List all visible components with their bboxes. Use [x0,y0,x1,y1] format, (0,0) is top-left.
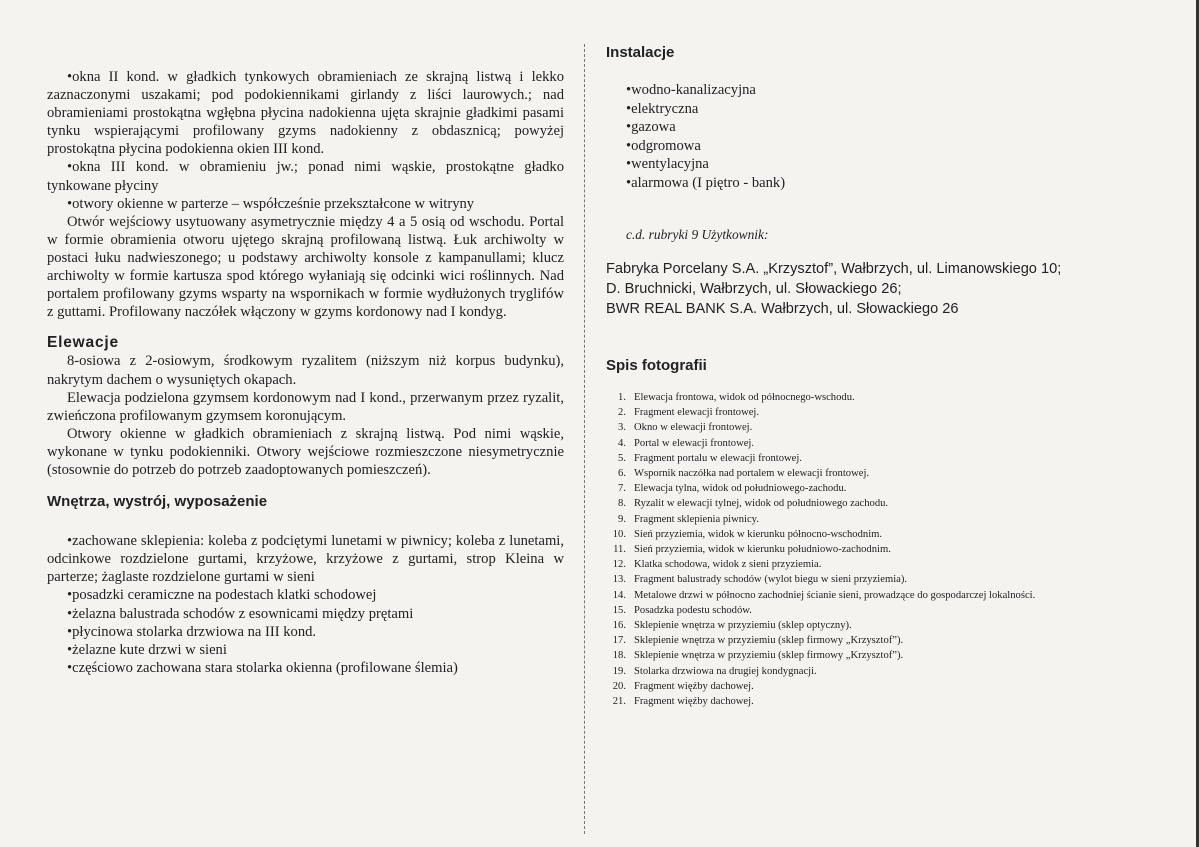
cd-note: c.d. rubryki 9 Użytkownik: [626,227,769,242]
photo-item: 1. Elewacja frontowa, widok od północnego-wschodu. [618,392,855,403]
instalacje-item: •elektryczna [626,100,699,117]
photo-item: 5. Fragment portalu w elewacji frontowej. [618,452,802,464]
photo-item: 11. Sień przyziemia, widok w kierunku południowo-zachodnim. [613,544,891,556]
owner-line: BWR REAL BANK S.A. Wałbrzych, ul. Słowackiego 26 [606,301,959,317]
photo-item: 16. Sklepienie wnętrza w przyziemiu (sklep optyczny). [612,620,852,632]
wnetrza-item: •żelazne kute drzwi w sieni [67,641,227,658]
instalacje-item: •gazowa [626,119,676,135]
photo-item: 4. Portal w elewacji frontowej. [618,437,755,449]
photo-item: 9. Fragment sklepienia piwnicy. [618,513,759,525]
intro-paragraph: Otwór wejściowy usytuowany asymetrycznie między 4 a 5 osią od wschodu. Portal w formie obramienia otworu ujętego skrajną profilowaną listwą. Łuk archiwolty w postaci łuku nadwieszonego; u podstawy archiwolty konsole z kampanullami; klucz archiwolty w formie kartusza spod którego wyłaniają się odcinki wici roślinnych. Nad portalem profilowany gzyms wsparty na wspornikach w formie wydłużonych tryglifów z guttami. Profilowany naczółek włączony w gzyms kordonowy nad I kondyg. [47,213,564,321]
elewacje-paragraph: 8-osiowa z 2-osiowym, środkowym ryzalitem (niższym niż korpus budynku), nakrytym dachem o wysuniętych okapach. [47,353,564,388]
photo-item: 12. Klatka schodowa, widok z sieni przyziemia. [612,559,822,571]
instalacje-list [606,81,1146,192]
right-column [606,44,1146,709]
photo-item: 13. Fragment balustrady schodów (wylot biegu w sieni przyziemia). [612,574,908,586]
intro-paragraph: •okna III kond. w obramieniu jw.; ponad nimi wąskie, prostokątne gładko tynkowane płyciny [47,159,564,194]
photo-item: 17. Sklepienie wnętrza w przyziemiu (sklep firmowy „Krzysztof”). [612,635,904,647]
wnetrza-paragraph: •zachowane sklepienia: koleba z podciętymi lunetami w piwnicy; koleba z lunetami, odcinkowe rozdzielone gurtami, krzyżowe, krzyżowe z gurtami, strop Kleina w parterze; żaglaste rozdzielone gurtami w sieni [47,533,564,586]
photo-item: 2. Fragment elewacji frontowej. [618,407,760,419]
photo-item: 20. Fragment więźby dachowej. [612,680,754,692]
owner-line: Fabryka Porcelany S.A. „Krzysztof”, Wałbrzych, ul. Limanowskiego 10; [606,261,1062,277]
photo-item: 21. Fragment więźby dachowej. [612,696,754,708]
wnetrza-item: •częściowo zachowana stara stolarka okienna (profilowane ślemia) [67,659,458,676]
photo-item: 19. Stolarka drzwiowa na drugiej kondygnacji. [612,665,817,677]
intro-paragraph: •okna II kond. w gładkich tynkowych obramieniach ze skrajną listwą i lekko zaznaczonymi uszakami; pod podokiennikami girlandy z liści laurowych.; nad obramieniami prostokątna wgłębna płycina nadokienna ujęta skrajnie gładkimi pasami tynku wspierającymi profilowany gzyms nadokienny z obdasznicą; powyżej prostokątna płycina podokienna okien III kond. [47,69,564,158]
column-divider [584,44,585,834]
wnetrza-item: •posadzki ceramiczne na podestach klatki schodowej [67,587,377,604]
instalacje-item: •alarmowa (I piętro - bank) [626,174,786,191]
instalacje-heading: Instalacje [606,44,675,61]
elewacje-paragraph: Elewacja podzielona gzymsem kordonowym nad I kond., przerwanym przez ryzalit, zwieńczona profilowanym gzymsem koronującym. [47,389,564,424]
owner-line: D. Bruchnicki, Wałbrzych, ul. Słowackiego 26; [606,281,902,297]
instalacje-item: •odgromowa [626,137,701,154]
wnetrza-heading: Wnętrza, wystrój, wyposażenie [47,493,268,511]
owners-block [606,259,1146,319]
wnetrza-item: •płycinowa stolarka drzwiowa na III kond. [67,623,317,640]
wnetrza-item: •żelazna balustrada schodów z esownicami między prętami [67,605,414,622]
photo-item: 14. Metalowe drzwi w północno zachodniej ścianie sieni, prowadzące do gospodarczej lokalności. [612,589,1036,601]
photo-item: 10. Sień przyziemia, widok w kierunku północno-wschodnim. [612,528,883,540]
elewacje-paragraph: Otwory okienne w gładkich obramieniach z skrajną listwą. Pod nimi wąskie, wykonane w tynku podokienniki. Otwory wejściowe rozmieszczone niesymetrycznie (stosownie do potrzeb do potrzeb zaadoptowanych pomieszczeń). [47,425,564,478]
instalacje-item: •wentylacyjna [626,156,709,172]
left-column [47,68,564,677]
instalacje-item: •wodno-kanalizacyjna [626,82,756,98]
photo-item: 18. Sklepienie wnętrza w przyziemiu (sklep firmowy „Krzysztof”). [612,650,904,662]
photo-item: 15. Posadzka podestu schodów. [612,604,752,616]
photo-item: 3. Okno w elewacji frontowej. [618,422,753,434]
spis-heading: Spis fotografii [606,357,707,374]
photo-item: 6. Wspornik naczółka nad portalem w elewacji frontowej. [618,468,870,480]
elewacje-heading: Elewacje [47,334,119,352]
intro-paragraph: •otwory okienne w parterze – współcześnie przekształcone w witryny [67,195,475,212]
photo-item: 7. Elewacja tylna, widok od południowego-zachodu. [618,483,847,495]
photo-list [606,390,1146,709]
photo-item: 8. Ryzalit w elewacji tylnej, widok od południowego zachodu. [618,498,889,510]
